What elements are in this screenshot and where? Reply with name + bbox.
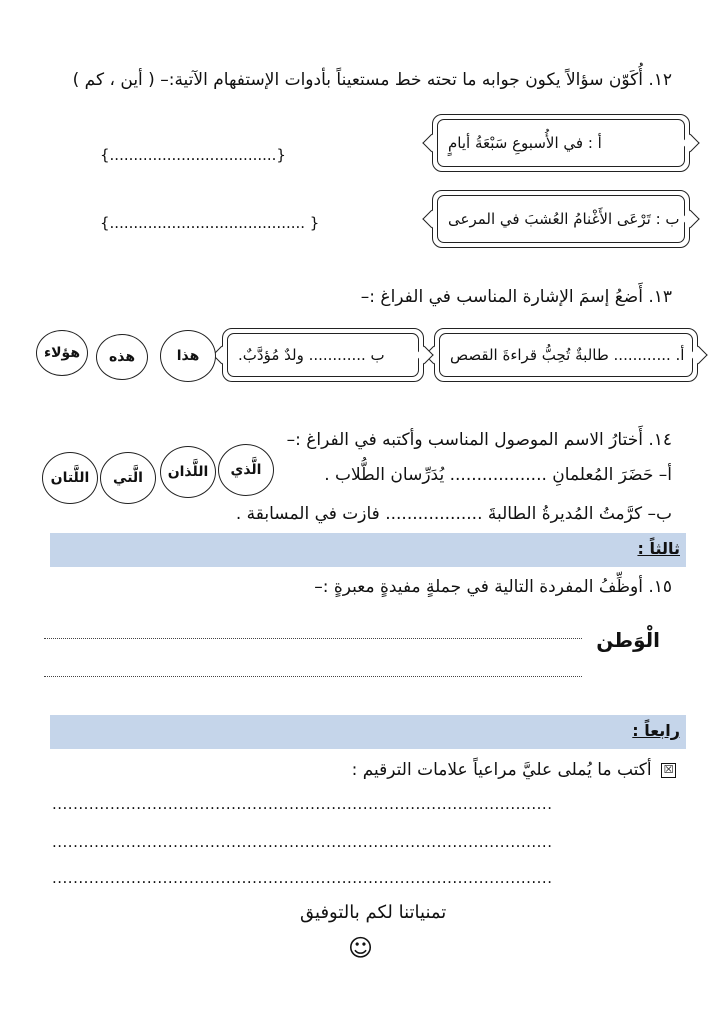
- q12-frame-b: [432, 190, 690, 248]
- q15-answer-line-2[interactable]: [44, 676, 582, 677]
- section4-instruction: أكتب ما يُملى عليَّ مراعياً علامات الترقيم :: [351, 760, 652, 780]
- q13-item-a: أ. ............ طالبةٌ تُحِبُّ قراءةَ القصص: [439, 333, 693, 377]
- q14-option-allatan[interactable]: اللَّتان: [42, 452, 98, 504]
- q15-answer-line-1[interactable]: [44, 638, 582, 639]
- dictation-line-1[interactable]: ...............................................................................................: [52, 795, 553, 813]
- checkbox-icon: ☒: [661, 763, 676, 778]
- q15-title: ١٥. أوظِّفُ المفردة التالية في جملةٍ مفيدةٍ معبرةٍ :–: [314, 577, 672, 597]
- q14-option-alladhan[interactable]: اللَّذان: [160, 446, 216, 498]
- q12-answer-a[interactable]: {...................................}: [100, 146, 286, 164]
- q13-option-hadha[interactable]: هذا: [160, 330, 216, 382]
- q15-word: الْوَطن: [596, 628, 660, 652]
- q12-frame-a: [432, 114, 690, 172]
- section4-heading: رابعاً :: [632, 721, 680, 740]
- section4-instruction-row: [352, 760, 676, 780]
- q14-item-b: ب– كرَّمتُ المُديرةُ الطالبةَ .................. فازت في المسابقة .: [235, 504, 672, 524]
- q12-answer-b[interactable]: {......................................... }: [100, 214, 320, 232]
- q13-title: ١٣. أَضعُ إسمَ الإشارة المناسب في الفراغ :–: [360, 287, 672, 307]
- q13-frame-a: [434, 328, 698, 382]
- section3-heading: ثالثاً :: [637, 539, 680, 558]
- q14-item-a: أ– حَضَرَ المُعلمانِ .................. يُدَرِّسان الطُّلاب .: [324, 465, 672, 485]
- q13-option-hadhihi[interactable]: هذه: [96, 334, 148, 380]
- section3-band: [50, 533, 686, 567]
- closing-wish: تمنياتنا لكم بالتوفيق: [300, 902, 447, 923]
- q13-frame-b: [222, 328, 424, 382]
- q13-item-b: ب ............ ولدٌ مُؤدَّبٌ.: [227, 333, 419, 377]
- q12-item-a: أ : في الأُسبوعِ سَبْعَةُ أيامٍ: [437, 119, 685, 167]
- q14-title: ١٤. أَختارُ الاسم الموصول المناسب وأكتبه في الفراغ :–: [286, 430, 672, 450]
- q12-item-b: ب : تَرْعَى الأَغْنامُ العُشبَ في المرعى: [437, 195, 685, 243]
- smiley-icon: ☺: [348, 934, 374, 962]
- q12-title: ١٢. أُكَوّن سؤالاً يكون جوابه ما تحته خط مستعيناً بأدوات الإستفهام الآتية:– ( أين ، كم ): [72, 70, 672, 90]
- q14-option-allati[interactable]: الَّتي: [100, 452, 156, 504]
- dictation-line-2[interactable]: ...............................................................................................: [52, 833, 553, 851]
- q13-option-haulai[interactable]: هؤلاء: [36, 330, 88, 376]
- section4-band: [50, 715, 686, 749]
- dictation-line-3[interactable]: ...............................................................................................: [52, 869, 553, 887]
- q14-option-alladhi[interactable]: الَّذي: [218, 444, 274, 496]
